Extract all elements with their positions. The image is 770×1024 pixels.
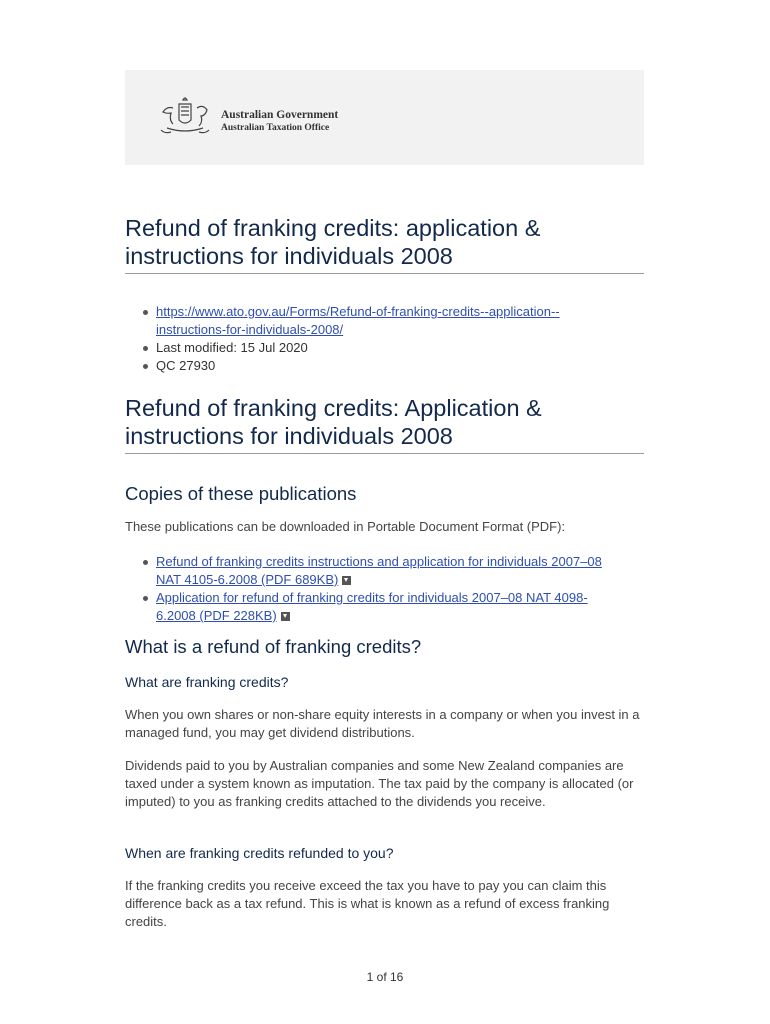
paragraph-refund: If the franking credits you receive exceed the tax you have to pay you can claim this difference back as a tax refund. This is what is known as a refund of excess franking credits. [125,878,610,929]
agency-label: Australian Taxation Office [221,123,330,133]
publication-item [125,589,644,625]
agency-name [221,108,338,135]
coat-of-arms-icon [153,94,217,142]
copies-heading: Copies of these publications [125,483,357,504]
instructions-pdf-link[interactable] [156,554,602,587]
download-icon[interactable] [281,612,290,621]
download-icon[interactable] [342,576,351,585]
publication-list [125,553,644,625]
franking-credits-subheading: What are franking credits? [125,674,289,690]
qc-number-item: QC 27930 [125,357,644,375]
source-url-line-2: instructions-for-individuals-2008/ [156,322,344,337]
source-url-link[interactable] [156,304,560,337]
link-line-1: Refund of franking credits instructions and application for individuals 2007–08 [156,554,602,569]
paragraph-shares: When you own shares or non-share equity interests in a company or when you invest in a managed fund, you may get dividend distributions. [125,707,640,740]
link-line-2: 6.2008 (PDF 228KB) [156,608,277,623]
application-pdf-link[interactable] [156,590,588,623]
header-banner [125,70,644,165]
publication-item [125,553,644,589]
source-url-line-1: https://www.ato.gov.au/Forms/Refund-of-franking-credits--application-- [156,304,560,319]
copies-intro: These publications can be downloaded in Portable Document Format (PDF): [125,519,566,534]
paragraph-imputation: Dividends paid to you by Australian companies and some New Zealand companies are taxed under a system known as imputation. The tax paid by the company is allocated (or imputed) to you as franking credits attached to the dividends you receive. [125,758,634,809]
source-url-item [125,303,644,339]
page-number: 1 of 16 [366,970,404,984]
government-label: Australian Government [221,109,339,121]
section-title: Refund of franking credits: Application & instructions for individuals 2008 [125,394,644,454]
refund-timing-subheading: When are franking credits refunded to you? [125,845,394,861]
page-title: Refund of franking credits: application & instructions for individuals 2008 [125,214,644,274]
link-line-1: Application for refund of franking credits for individuals 2007–08 NAT 4098- [156,590,588,605]
last-modified-item: Last modified: 15 Jul 2020 [125,339,644,357]
link-line-2: NAT 4105-6.2008 (PDF 689KB) [156,572,339,587]
document-metadata [125,303,644,375]
what-is-heading: What is a refund of franking credits? [125,636,422,657]
